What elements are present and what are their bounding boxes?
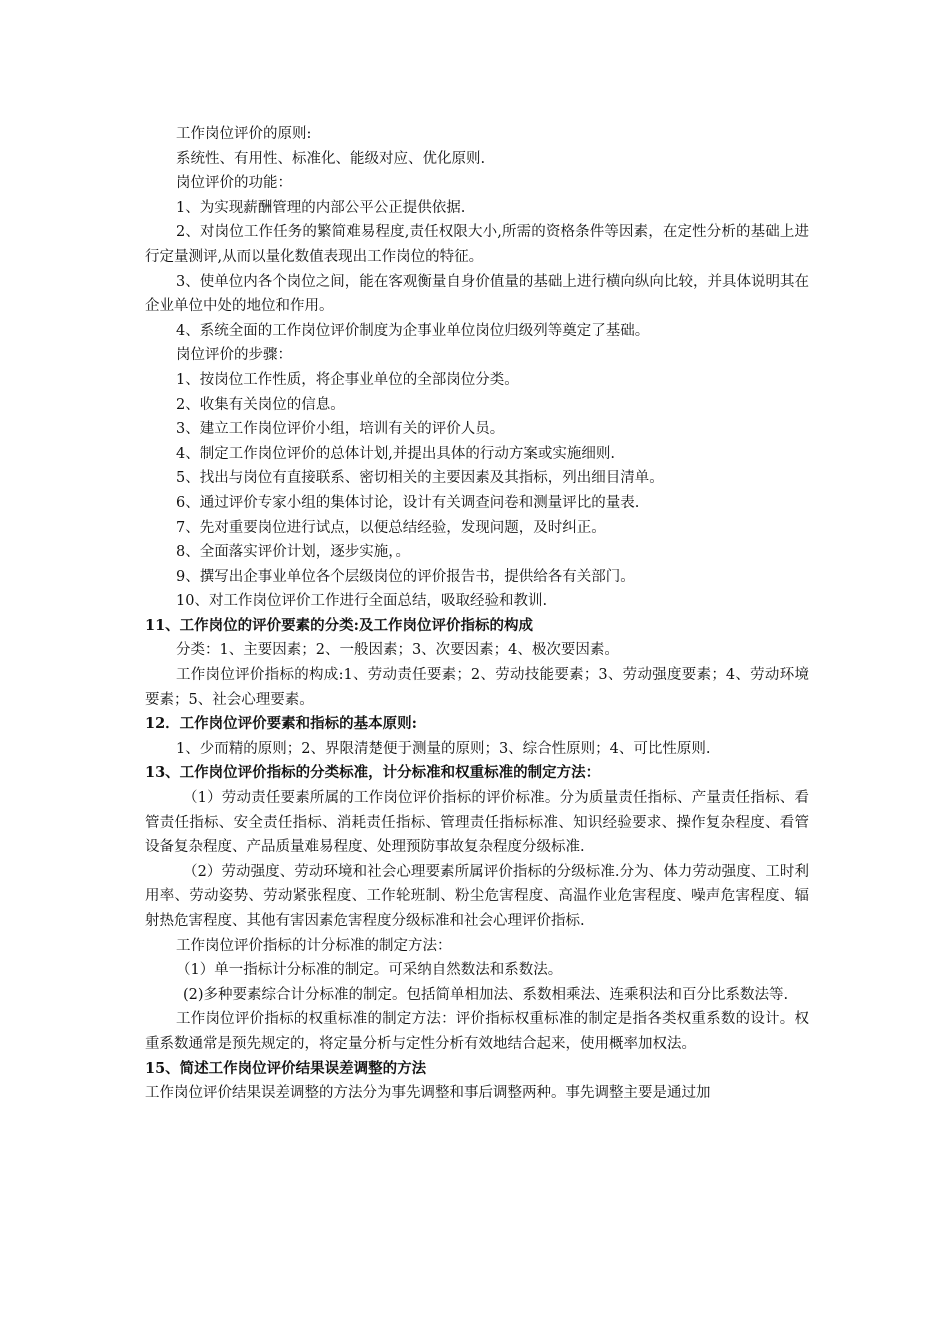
paragraph: 工作岗位评价结果误差调整的方法分为事先调整和事后调整两种。事先调整主要是通过加: [145, 1085, 711, 1102]
paragraph: 1、按岗位工作性质，将企事业单位的全部岗位分类。: [176, 371, 519, 388]
section-heading: 12．工作岗位评价要素和指标的基本原则:: [145, 715, 418, 733]
paragraph: 5、找出与岗位有直接联系、密切相关的主要因素及其指标，列出细目清单。: [176, 470, 664, 487]
paragraph: 2、对岗位工作任务的繁简难易程度,责任权限大小,所需的资格条件等因素，在定性分析的基础上进行定量测评,从而以量化数值表现出工作岗位的特征。: [145, 224, 809, 265]
paragraph: 1、少而精的原则；2、界限清楚便于测量的原则；3、综合性原则；4、可比性原则.: [176, 740, 711, 757]
paragraph: （1）单一指标计分标准的制定。可采纳自然数法和系数法。: [176, 962, 563, 979]
paragraph: 工作岗位评价指标的计分标准的制定方法：: [176, 937, 452, 954]
paragraph: 9、撰写出企事业单位各个层级岗位的评价报告书，提供给各有关部门。: [176, 568, 635, 585]
document-body: [145, 122, 809, 1106]
paragraph: 工作岗位评价的原则:: [176, 126, 312, 142]
paragraph: 系统性、有用性、标准化、能级对应、优化原则.: [176, 150, 486, 167]
paragraph: 工作岗位评价指标的构成:1、劳动责任要素；2、劳动技能要素；3、劳动强度要素；4、劳动环境要素；5、社会心理要素。: [145, 667, 809, 708]
section-heading: 13、工作岗位评价指标的分类标准，计分标准和权重标准的制定方法：: [145, 764, 601, 782]
paragraph: （2）劳动强度、劳动环境和社会心理要素所属评价指标的分级标准.分为、体力劳动强度、工时利用率、劳动姿势、劳动紧张程度、工作轮班制、粉尘危害程度、高温作业危害程度、噪声危害程度、辐射热危害程度、其他有害因素危害程度分级标准和社会心理评价指标.: [145, 863, 809, 929]
paragraph: 工作岗位评价指标的权重标准的制定方法：评价指标权重标准的制定是指各类权重系数的设计。权重系数通常是预先规定的，将定量分析与定性分析有效地结合起来，使用概率加权法。: [145, 1011, 809, 1052]
paragraph: 岗位评价的步骤：: [176, 347, 292, 364]
paragraph: 2、收集有关岗位的信息。: [176, 396, 345, 413]
paragraph: 4、系统全面的工作岗位评价制度为企事业单位岗位归级列等奠定了基础。: [176, 322, 650, 339]
paragraph: 1、为实现薪酬管理的内部公平公正提供依据.: [176, 199, 466, 216]
paragraph: 4、制定工作岗位评价的总体计划,并提出具体的行动方案或实施细则.: [176, 445, 615, 462]
paragraph: (2)多种要素综合计分标准的制定。包括简单相加法、系数相乘法、连乘积法和百分比系数法等.: [183, 986, 789, 1003]
paragraph: 8、全面落实评价计划，逐步实施，。: [176, 544, 410, 561]
paragraph: 10、对工作岗位评价工作进行全面总结，吸取经验和教训.: [176, 593, 548, 610]
section-heading: 11、工作岗位的评价要素的分类:及工作岗位评价指标的构成: [145, 616, 534, 634]
section-heading: 15、简述工作岗位评价结果误差调整的方法: [145, 1059, 427, 1077]
paragraph: 6、通过评价专家小组的集体讨论，设计有关调查问卷和测量评比的量表.: [176, 494, 640, 511]
paragraph: 3、使单位内各个岗位之间，能在客观衡量自身价值量的基础上进行横向纵向比较，并具体说明其在企业单位中处的地位和作用。: [145, 273, 809, 315]
paragraph: 7、先对重要岗位进行试点，以便总结经验，发现问题，及时纠正。: [176, 519, 606, 536]
paragraph: 分类：1、主要因素；2、一般因素；3、次要因素；4、极次要因素。: [176, 642, 619, 659]
paragraph: （1）劳动责任要素所属的工作岗位评价指标的评价标准。分为质量责任指标、产量责任指标、看管责任指标、安全责任指标、消耗责任指标、管理责任指标标准、知识经验要求、操作复杂程度、看管设备复杂程度、产品质量难易程度、处理预防事故复杂程度分级标准.: [145, 790, 809, 856]
paragraph: 3、建立工作岗位评价小组，培训有关的评价人员。: [176, 421, 505, 438]
paragraph: 岗位评价的功能：: [176, 175, 292, 192]
